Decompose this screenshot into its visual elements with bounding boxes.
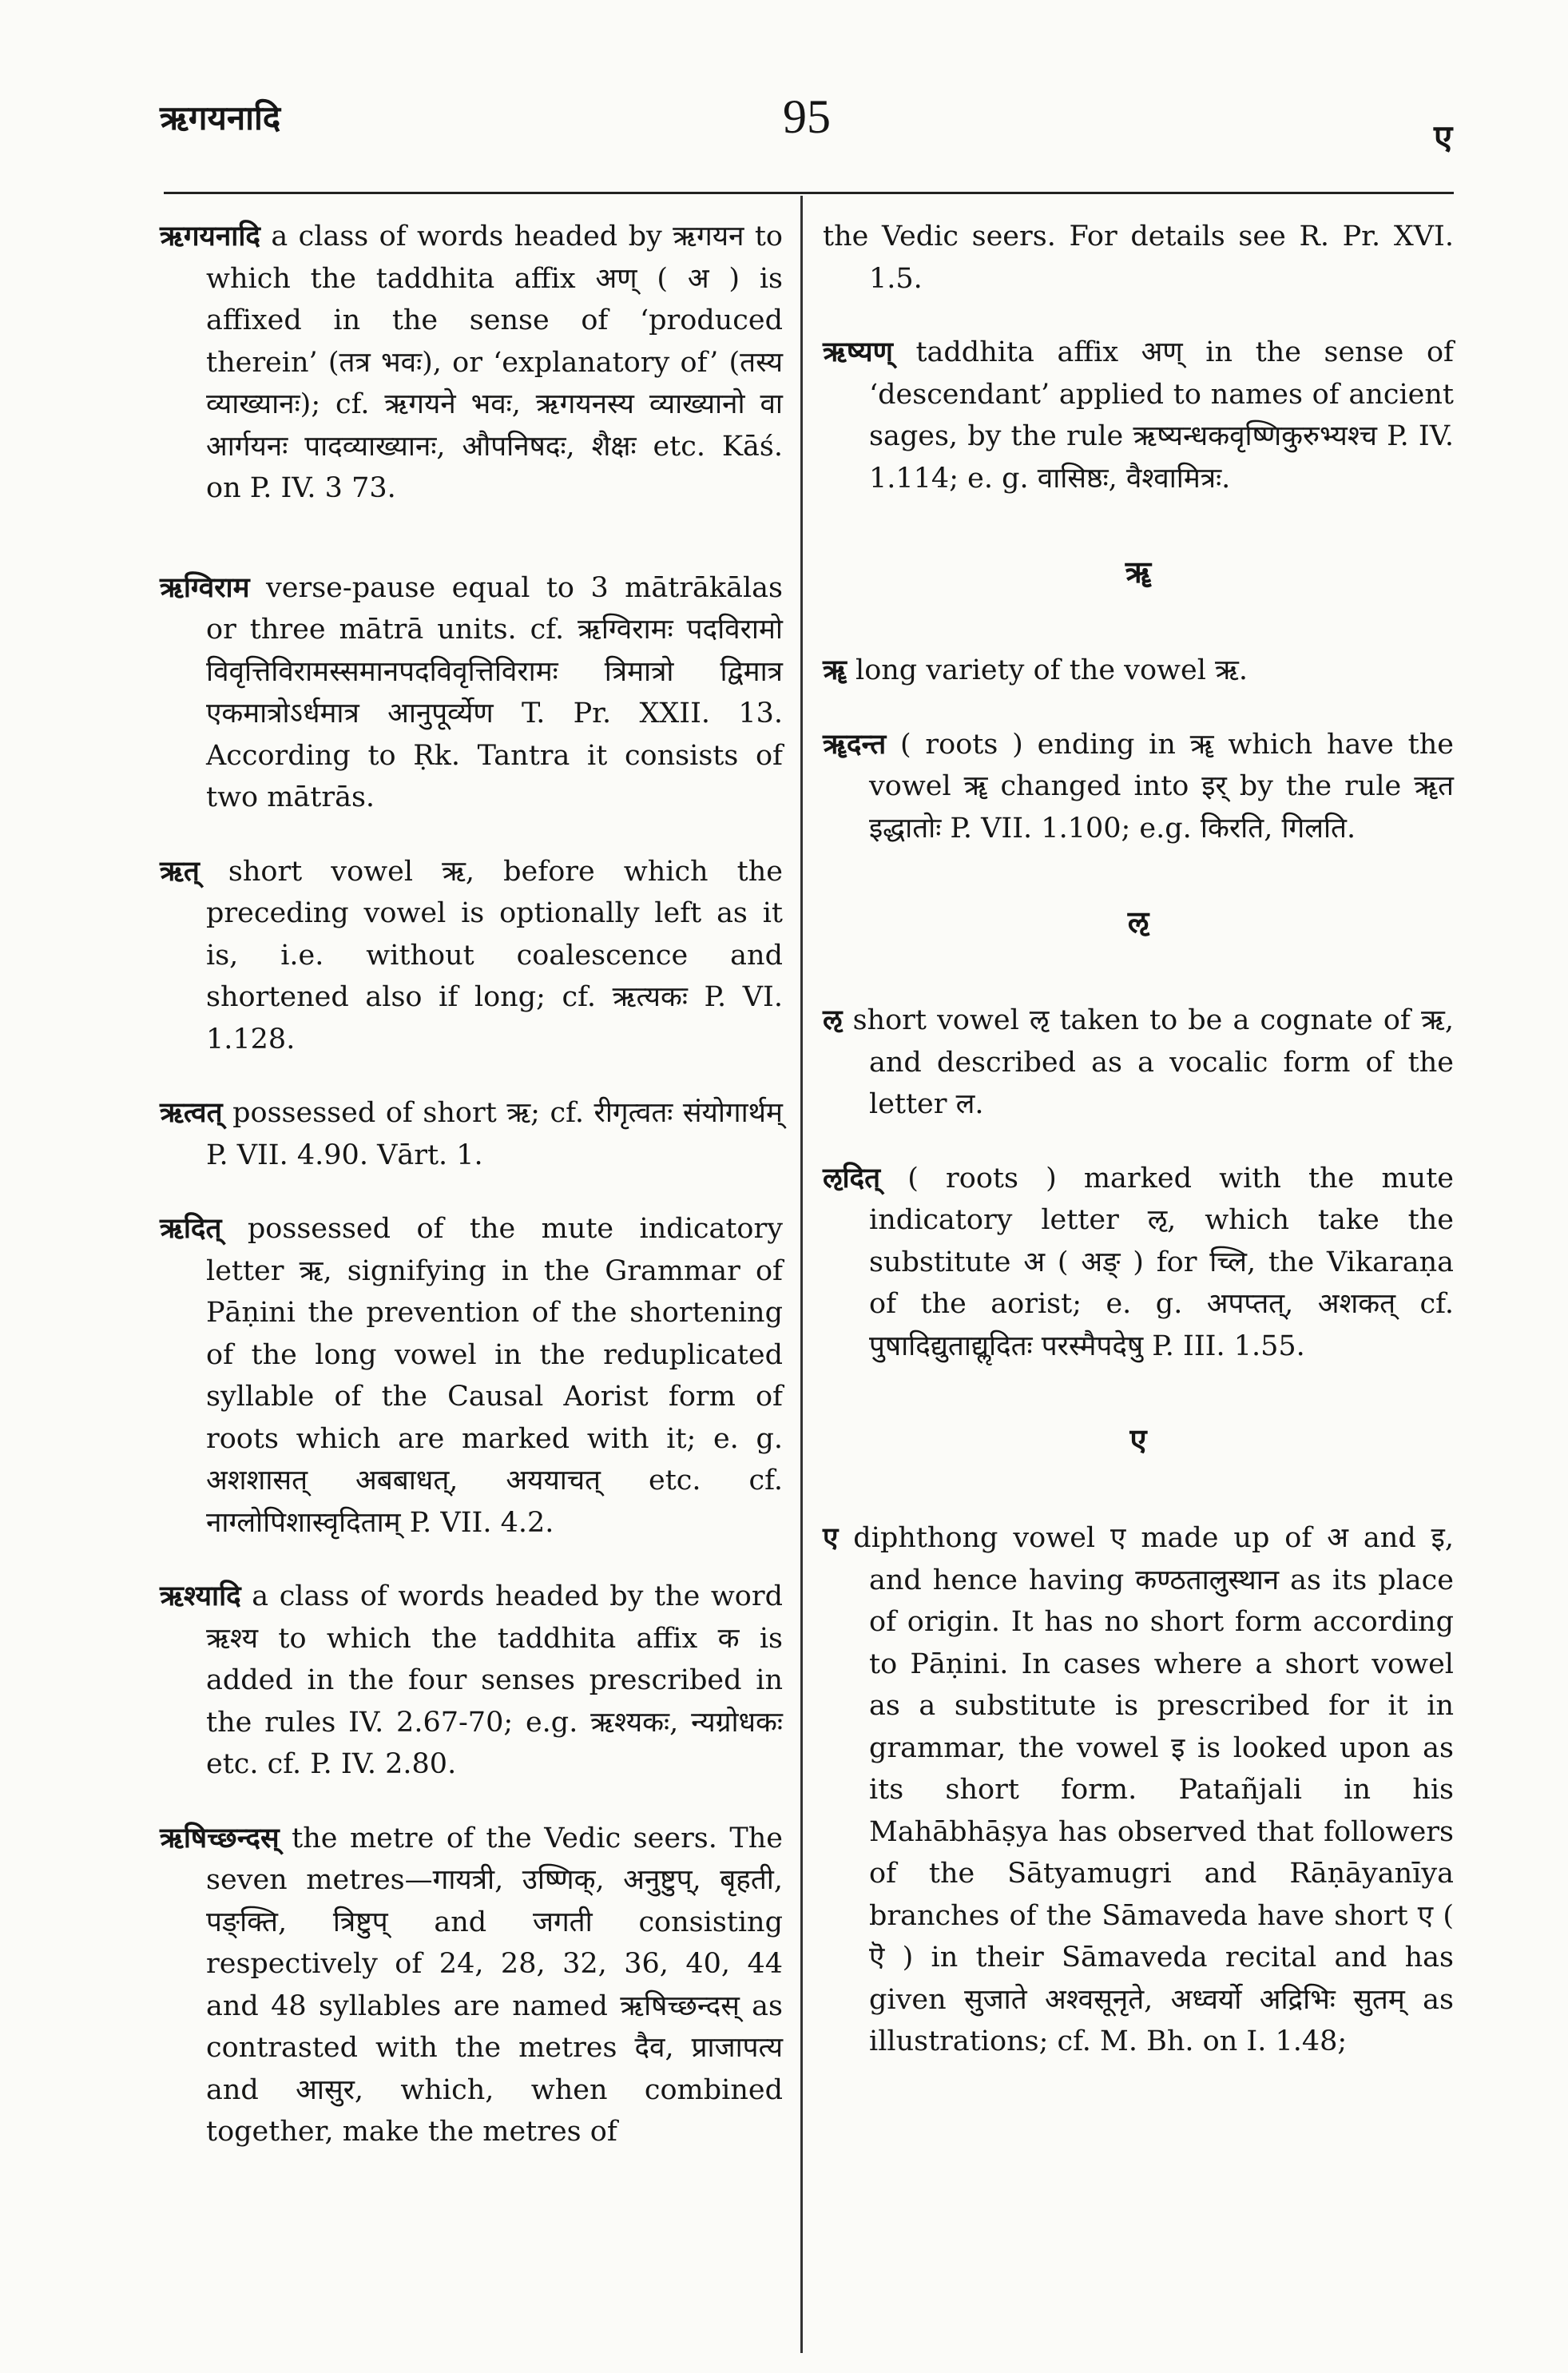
column-divider (800, 196, 803, 2353)
dictionary-entry (160, 216, 783, 510)
entry-text: the metre of the Vedic seers. The seven metres—गायत्री, उष्णिक्, अनुष्टुप्, बृहती, पङ्क्ति, त्रिष्टुप् and जगती consisting respectively of 24, 28, 32, 36, 40, 44 and 48 syllables are named ऋषिच्छन्दस् as contrasted with the metres दैव, प्राजापत्य and आसुर, which, when combined together, make the metres of (206, 1822, 783, 2148)
entry-text: a class of words headed by ऋगयन to which the taddhita affix अण् ( अ ) is affixed in the sense of ‘produced therein’ (तत्र भवः), or ‘explanatory of’ (तस्य व्याख्यानः); cf. ऋगयने भवः, ऋगयनस्य व्याख्यानो वा आर्गयनः पादव्याख्यानः, औपनिषदः, शैक्षः etc. Kāś. on P. IV. 3 73. (206, 221, 783, 504)
page-number: 95 (783, 90, 831, 143)
entry-headword: ऋत् (160, 854, 200, 888)
section-letter-heading: ऌ (1127, 904, 1149, 940)
entry-text: diphthong vowel ए made up of अ and इ, and hence having कण्ठतालुस्थान as its place of origin. It has no short form according to Pāṇini. In cases where a short vowel as a substitute is prescribed for it in grammar, the vowel इ is looked upon as its short form. Patañjali in his Mahābhāṣya has observed that followers of the Sātyamugri and Rāṇāyanīya branches of the Sāmaveda have short ए ( ऎ ) in their Sāmaveda recital and has given सुजाते अश्वसूनृते, अध्वर्यो अद्रिभिः सुतम् as illustrations; cf. M. Bh. on I. 1.48; (853, 1522, 1454, 2057)
header-left-keyword: ऋगयनादि (160, 98, 281, 137)
entry-text: short vowel ऋ, before which the preceding vowel is optionally left as it is, i.e. without coalescence and shortened also if long; cf. ऋत्यकः P. VI. 1.128. (206, 855, 783, 1055)
dictionary-entry (823, 724, 1454, 850)
dictionary-entry (160, 567, 783, 819)
dictionary-entry (823, 1158, 1454, 1368)
entry-headword: ॠदन्त (823, 727, 887, 761)
entry-headword: ॠ (823, 654, 847, 686)
entry-headword: ऋदित् (160, 1212, 222, 1245)
dictionary-entry (160, 1092, 783, 1176)
entry-headword: ऋग्विराम (160, 570, 250, 604)
header-right-keyword: ए (1434, 117, 1453, 157)
entry-continuation (823, 216, 1454, 300)
entry-headword: ए (823, 1521, 839, 1554)
entry-headword: ऌदित् (823, 1161, 881, 1194)
entry-text: possessed of short ऋ; cf. रीगृत्वतः संयोगार्थम् P. VII. 4.90. Vārt. 1. (206, 1097, 783, 1171)
entry-text: verse-pause equal to 3 mātrākālas or three mātrā units. cf. ऋग्विरामः पदविरामो विवृत्तिविरामस्समानपदविवृत्तिविरामः त्रिमात्रो द्विमात्र एकमात्रोऽर्धमात्र आनुपूर्व्येण T. Pr. XXII. 13. According to Ṛk. Tantra it consists of two mātrās. (206, 571, 783, 813)
dictionary-entry (823, 332, 1454, 499)
entry-text: short vowel ऌ taken to be a cognate of ऋ, and described as a vocalic form of the letter ल. (852, 1004, 1454, 1120)
section-letter-heading: ए (1129, 1421, 1147, 1457)
entry-headword: ऋषिच्छन्दस् (160, 1821, 280, 1854)
entry-headword: ऌ (823, 1004, 843, 1036)
left-column (160, 216, 783, 2185)
dictionary-entry (160, 851, 783, 1061)
entry-text: taddhita affix अण् in the sense of ‘descendant’ applied to names of ancient sages, by the rule ऋष्यन्धकवृष्णिकुरुभ्यश्च P. IV. 1.114; e. g. वासिष्ठः, वैश्वामित्रः. (869, 336, 1454, 495)
entry-headword: ऋष्यण् (823, 336, 893, 368)
dictionary-entry (160, 1576, 783, 1786)
entry-text: a class of words headed by the word ऋश्य to which the taddhita affix क is added in the four senses prescribed in the rules IV. 2.67-70; e.g. ऋश्यकः, न्यग्रोधकः etc. cf. P. IV. 2.80. (206, 1580, 783, 1780)
page-header (0, 90, 1568, 166)
entry-headword: ऋत्वत् (160, 1096, 223, 1129)
entry-headword: ऋगयनादि (160, 220, 261, 252)
entry-text: the Vedic seers. For details see R. Pr. XVI. 1.5. (823, 221, 1454, 295)
dictionary-entry (823, 1517, 1454, 2063)
entry-text: ( roots ) marked with the mute indicatory letter ऌ, which take the substitute अ ( अङ् ) for च्लि, the Vikaraṇa of the aorist; e. g. अपप्तत्, अशकत् cf. पुषादिद्युताद्यॢदितः परस्मैपदेषु P. III. 1.55. (869, 1162, 1454, 1362)
right-column (823, 216, 1454, 2095)
entry-text: ( roots ) ending in ॠ which have the vowel ॠ changed into इर् by the rule ॠत इद्धातोः P. VII. 1.100; e.g. किरति, गिलति. (869, 728, 1454, 845)
entry-headword: ऋश्यादि (160, 1580, 241, 1612)
section-letter-heading: ॠ (1125, 554, 1152, 590)
dictionary-entry (823, 650, 1454, 692)
entry-text: possessed of the mute indicatory letter ऋ, signifying in the Grammar of Pāṇini the prevention of the shortening of the long vowel in the reduplicated syllable of the Causal Aorist form of roots which are marked with it; e. g. अशशासत् अबबाधत्, अययाचत् etc. cf. नाग्लोपिशास्वृदिताम् P. VII. 4.2. (206, 1213, 783, 1539)
dictionary-entry (160, 1208, 783, 1544)
dictionary-entry (823, 1000, 1454, 1126)
dictionary-entry (160, 1818, 783, 2153)
entry-text: long variety of the vowel ऋ. (855, 654, 1248, 686)
header-rule (164, 192, 1454, 194)
